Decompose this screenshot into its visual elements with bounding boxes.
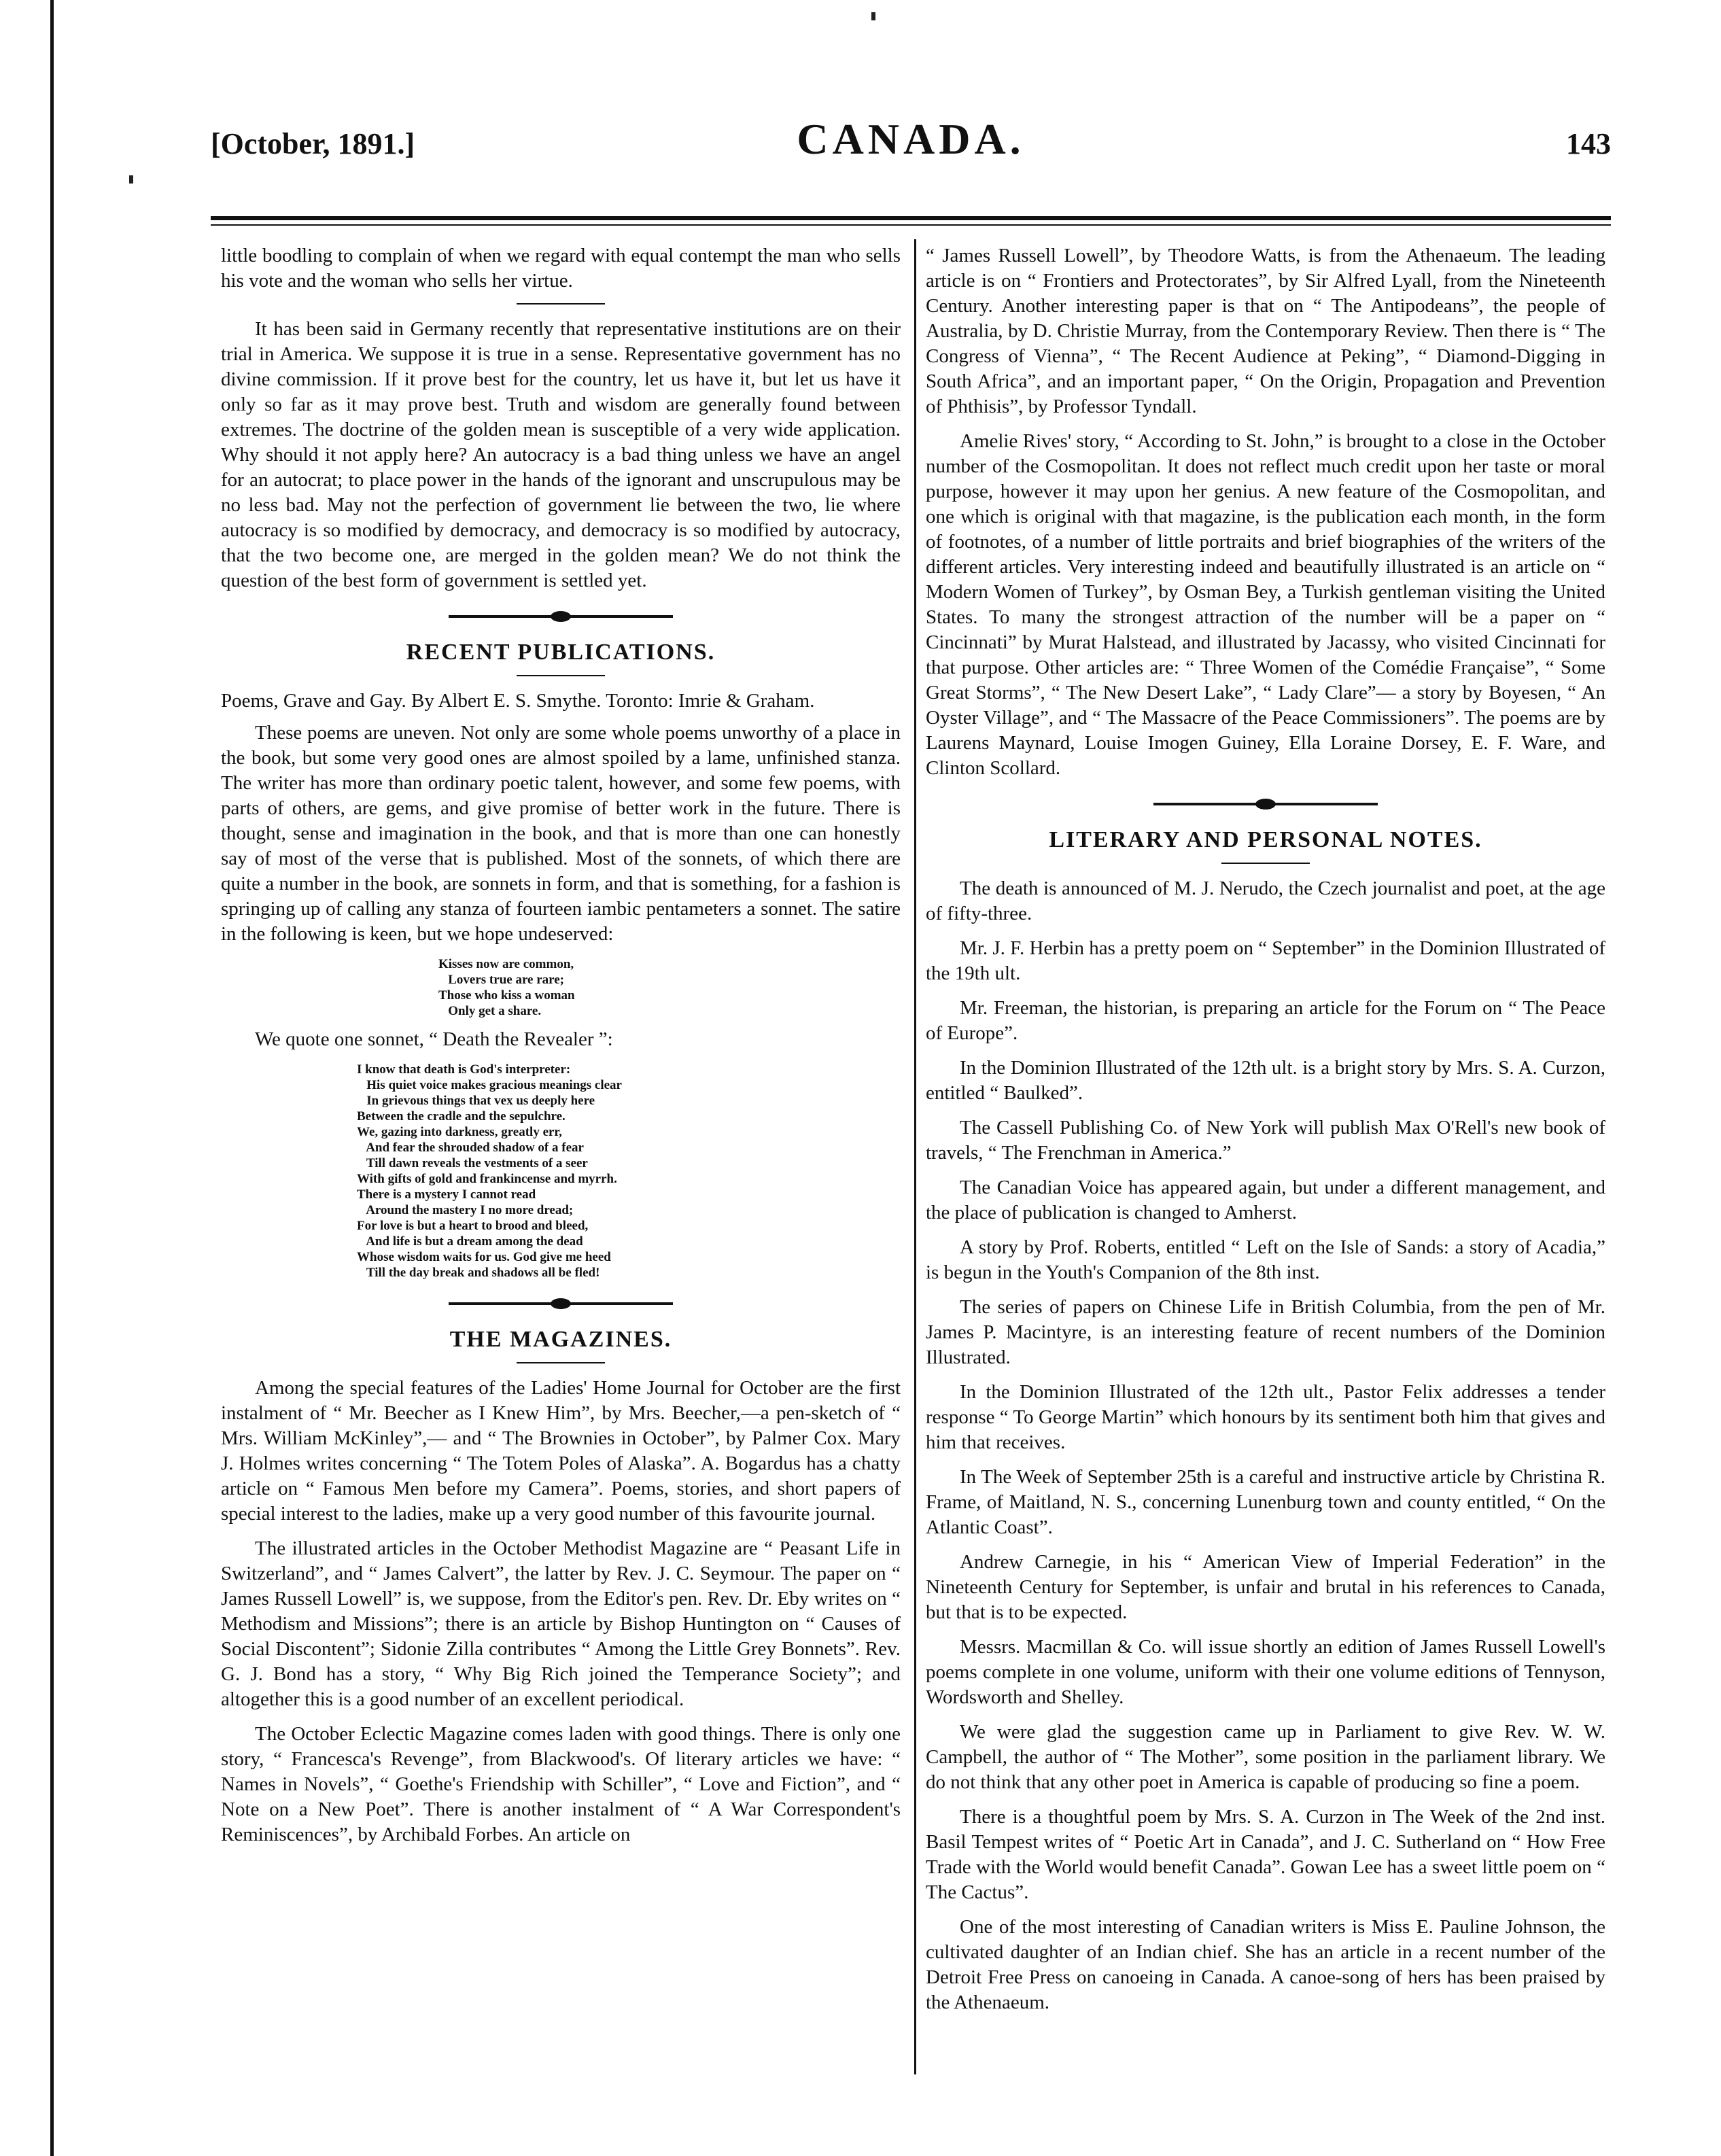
note-paragraph: In the Dominion Illustrated of the 12th ult., Pastor Felix addresses a tender response “ To George Martin” which honours by its sentiment both him that gives and him that receives. <box>926 1381 1605 1453</box>
verse-line: We, gazing into darkness, greatly err, <box>357 1125 562 1139</box>
verse-line: Between the cradle and the sepulchre. <box>357 1109 566 1124</box>
verse-line: Those who kiss a woman <box>438 988 575 1003</box>
verse-line: I know that death is God's interpreter: <box>357 1062 571 1077</box>
note-paragraph: The Cassell Publishing Co. of New York will publish Max O'Rell's new book of travels, “ The Frenchman in America.” <box>926 1117 1605 1164</box>
note-paragraph: In the Dominion Illustrated of the 12th ult. is a bright story by Mrs. S. A. Curzon, entitled “ Baulked”. <box>926 1057 1605 1104</box>
margin-mark <box>871 12 875 20</box>
verse-line: And fear the shrouded shadow of a fear <box>357 1141 584 1155</box>
verse-line: There is a mystery I cannot read <box>357 1187 536 1202</box>
ornamental-divider <box>926 793 1605 814</box>
note-paragraph: In The Week of September 25th is a careful and instructive article by Christina R. Frame, of Maitland, N. S., concerning Lunenburg town and county entitled, “ On the Atlantic Coast”. <box>926 1466 1605 1538</box>
note-paragraph: Mr. Freeman, the historian, is preparing an article for the Forum on “ The Peace of Europe”. <box>926 997 1605 1044</box>
verse-line: And life is but a dream among the dead <box>357 1234 583 1249</box>
header-rule <box>211 216 1611 220</box>
paragraph: Among the special features of the Ladies' Home Journal for October are the first instalment of “ Mr. Beecher as I Knew Him”, by Mrs. Beecher,—a pen-sketch of “ Mrs. William McKinley”,— and “ The Brownies in October”, by Palmer Cox. Mary J. Holmes writes concerning “ The Totem Poles of Alaska”. A. Bogardus has a chatty article on “ Famous Men before my Camera”. Poems, stories, and short papers of special interest to the ladies, make up a very good number of this favourite journal. <box>221 1377 901 1525</box>
note-paragraph: There is a thoughtful poem by Mrs. S. A. Curzon in The Week of the 2nd inst. Basil Tempest writes of “ Poetic Art in Canada”, and J. C. Sutherland on “ How Free Trade with the World would benefit Canada”. Gowan Lee has a sweet little poem on “ The Cactus”. <box>926 1806 1605 1903</box>
verse-line: Till dawn reveals the vestments of a seer <box>357 1156 588 1170</box>
verse-line: Whose wisdom waits for us. God give me heed <box>357 1250 611 1264</box>
paragraph: The October Eclectic Magazine comes laden with good things. There is only one story, “ Francesca's Revenge”, from Blackwood's. Of literary articles we have: “ Names in Novels”, “ Goethe's Friendship with Schiller”, “ Love and Fiction”, and “ Note on a New Poet”. There is another instalment of “ A War Correspondent's Reminiscences”, by Archibald Forbes. An article on <box>221 1723 901 1845</box>
section-rule <box>517 675 605 676</box>
paragraph: little boodling to complain of when we regard with equal contempt the man who sells his vote and the woman who sells her virtue. <box>221 245 901 292</box>
issue-date: [October, 1891.] <box>211 127 415 160</box>
note-paragraph: The series of papers on Chinese Life in British Columbia, from the pen of Mr. James P. Macintyre, is an interesting feature of recent numbers of the Dominion Illustrated. <box>926 1296 1605 1368</box>
verse-line: Around the mastery I no more dread; <box>357 1203 574 1217</box>
note-paragraph: The Canadian Voice has appeared again, but under a different management, and the place of publication is changed to Amherst. <box>926 1177 1605 1223</box>
right-column <box>926 243 1605 2025</box>
verse-line: For love is but a heart to brood and bleed, <box>357 1219 589 1233</box>
section-rule <box>1221 863 1310 864</box>
sonnet-intro: We quote one sonnet, “ Death the Revealer ”: <box>255 1028 613 1050</box>
paragraph: Amelie Rives' story, “ According to St. John,” is brought to a close in the October number of the Cosmopolitan. It does not reflect much credit upon her taste or moral purpose, however it may upon her genius. A new feature of the Cosmopolitan, and one which is original with that magazine, is the publication each month, in the form of footnotes, of a number of little portraits and brief biographies of the writers of the different articles. Very interesting indeed and beautifully illustrated is an article on “ Modern Women of Turkey”, by Osman Bey, a Turkish gentleman visiting the United States. To many the strongest attraction of the number will be a paper on “ Cincinnati” by Murat Halstead, and illustrated by Jacassy, who visited Cincinnati for that purpose. Other articles are: “ Three Women of the Comédie Française”, “ Some Great Storms”, “ The New Desert Lake”, “ Lady Clare”— a story by Boyesen, “ An Oyster Village”, and “ The Massacre of the Peace Commissioners”. The poems are by Laurens Maynard, Louise Imogen Guiney, Ella Loraine Dorsey, E. F. Ware, and Clinton Scollard. <box>926 430 1605 779</box>
section-heading: THE MAGAZINES. <box>449 1327 672 1352</box>
section-heading: RECENT PUBLICATIONS. <box>406 640 716 665</box>
note-paragraph: Andrew Carnegie, in his “ American View of Imperial Federation” in the Nineteenth Century for September, is unfair and brutal in his references to Canada, but that is to be expected. <box>926 1551 1605 1623</box>
note-paragraph: A story by Prof. Roberts, entitled “ Left on the Isle of Sands: a story of Acadia,” is begun in the Youth's Companion of the 8th inst. <box>926 1236 1605 1283</box>
paragraph: It has been said in Germany recently that representative institutions are on their trial in America. We suppose it is true in a sense. Representative government has no divine commission. If it prove best for the country, let us have it, but let us have it only so far as it may prove best. Truth and wisdom are generally found between extremes. The doctrine of the golden mean is susceptible of a very wide application. Why should it not apply here? An autocracy is a bad thing unless we have an angel for an autocrat; to place power in the hands of the ignorant and unscrupulous may be no less bad. May not the perfection of government lie between the two, lie where autocracy is so modified by democracy, and democracy is so modified by autocracy, that the two become one, are merged in the golden mean? We do not think the question of the best form of government is settled yet. <box>221 318 901 591</box>
review-paragraph: These poems are uneven. Not only are some whole poems unworthy of a place in the book, but some very good ones are almost spoiled by a lame, unfinished stanza. The writer has more than ordinary poetic talent, however, and some few poems, with parts of others, are gems, and give promise of better work in the future. There is thought, sense and imagination in the book, and that is more than one can honestly say of most of the verse that is published. Most of the sonnets, of which there are quite a number in the book, are sonnets in form, and that is something, for a fashion is springing up of calling any stanza of fourteen iambic pentameters a sonnet. The satire in the following is keen, but we hope undeserved: <box>221 722 901 945</box>
section-rule <box>517 303 605 305</box>
column-divider <box>914 239 916 2074</box>
sonnet <box>221 1062 901 1281</box>
note-paragraph: The death is announced of M. J. Nerudo, the Czech journalist and poet, at the age of fifty-three. <box>926 877 1605 924</box>
note-paragraph: One of the most interesting of Canadian writers is Miss E. Pauline Johnson, the cultivated daughter of an Indian chief. She has an article in a recent number of the Detroit Free Press on canoeing in Canada. A canoe-song of hers has been praised by the Athenaeum. <box>926 1916 1605 2013</box>
verse-line: Till the day break and shadows all be fled! <box>357 1266 600 1280</box>
section-rule <box>517 1362 605 1363</box>
verse-line: In grievous things that vex us deeply here <box>357 1094 595 1108</box>
note-paragraph: We were glad the suggestion came up in Parliament to give Rev. W. W. Campbell, the author of “ The Mother”, some position in the parliament library. We do not think that any other poet in America is capable of producing so fine a poem. <box>926 1721 1605 1793</box>
verse-line: With gifts of gold and frankincense and myrrh. <box>357 1172 617 1186</box>
header-rule-thin <box>211 224 1611 226</box>
verse-quote <box>221 956 901 1019</box>
margin-mark <box>129 175 133 184</box>
ornamental-divider <box>221 1293 901 1313</box>
journal-title: CANADA. <box>797 115 1025 163</box>
ornamental-divider <box>221 606 901 626</box>
note-paragraph: Messrs. Macmillan & Co. will issue shortly an edition of James Russell Lowell's poems complete in one volume, uniform with their one volume editions of Tennyson, Wordsworth and Shelley. <box>926 1636 1605 1708</box>
binding-edge <box>50 0 54 2156</box>
verse-line: Kisses now are common, <box>438 957 574 971</box>
verse-line: Lovers true are rare; <box>438 973 564 987</box>
page-number: 143 <box>1566 127 1611 160</box>
page-header <box>211 114 1611 169</box>
section-heading: LITERARY AND PERSONAL NOTES. <box>1049 827 1482 852</box>
verse-line: His quiet voice makes gracious meanings clear <box>357 1078 622 1092</box>
book-title: Poems, Grave and Gay. By Albert E. S. Smythe. Toronto: Imrie & Graham. <box>221 690 815 712</box>
paragraph: “ James Russell Lowell”, by Theodore Watts, is from the Athenaeum. The leading article is on “ Frontiers and Protectorates”, by Sir Alfred Lyall, from the Nineteenth Century. Another interesting paper is that on “ The Antipodeans”, the people of Australia, by D. Christie Murray, from the Contemporary Review. Then there is “ The Congress of Vienna”, “ The Recent Audience at Peking”, “ Diamond-Digging in South Africa”, and an important paper, “ On the Origin, Propagation and Prevention of Phthisis”, by Professor Tyndall. <box>926 245 1605 417</box>
verse-line: Only get a share. <box>438 1004 542 1018</box>
paragraph: The illustrated articles in the October Methodist Magazine are “ Peasant Life in Switzerland”, and “ James Calvert”, the latter by Rev. J. C. Seymour. The paper on “ James Russell Lowell” is, we suppose, from the Editor's pen. Rev. Dr. Eby writes on “ Methodism and Missions”; there is an article by Bishop Huntington on “ Causes of Social Discontent”; Sidonie Zilla contributes “ Among the Little Grey Bonnets”. Rev. G. J. Bond has a story, “ Why Big Rich joined the Temperance Society”; and altogether this is a good number of an excellent periodical. <box>221 1537 901 1710</box>
note-paragraph: Mr. J. F. Herbin has a pretty poem on “ September” in the Dominion Illustrated of the 19th ult. <box>926 937 1605 984</box>
left-column <box>221 243 901 1857</box>
